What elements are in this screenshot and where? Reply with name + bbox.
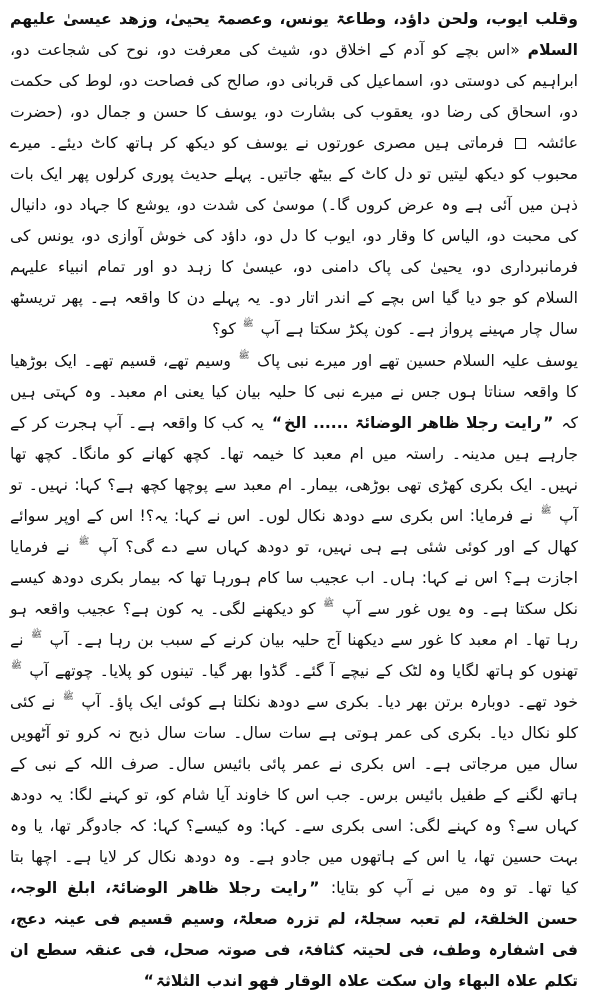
text-run: کو دیکھنے لگی۔ یہ کون ہے؟ عجیب واقعہ ہو رہا تھا۔ ام معبد کا غور سے دیکھنا آج حلیہ بیان کرنے کے سبب بن رہا ہے۔ آپ [10,600,578,649]
box-mark-icon [515,138,526,149]
text-run: نے تھنوں کو ہاتھ لگایا وہ لٹک کے نیچے آ گئے۔ گڈوا بھر گیا۔ تینوں کو پلایا۔ چوتھے آپ [10,631,578,680]
paragraph [10,346,578,997]
text-run: «اس بچے کو آدم کے اخلاق دو، شیث کی معرفت دو، نوح کی شجاعت دو، ابراہیم کی دوستی دو، اسماعیل کی قربانی دو، صالح کی فصاحت دو، لوط کی حکمت دو، اسحاق کی رضا دو، یعقوب کی بشارت دو، یوسف کا حسن و جمال دو، (حضرت عائشہ [10,41,578,152]
honorific-mark: ﷺ [323,599,335,609]
quote-mark: “ [271,414,283,432]
honorific-mark: ﷺ [242,319,254,329]
honorific-mark: ﷺ [62,692,74,702]
text-run: وسیم تھے، قسیم تھے۔ ایک بوڑھیا کا واقعہ سناتا ہوں جس نے میرے نبی کا حلیہ بیان کیا یعنی ام معبد۔ وہ کہتی ہیں کہ [10,352,578,432]
honorific-mark: ﷺ [540,506,552,516]
quote-mark: ” [309,879,320,897]
text-run: خود تھے۔ دوبارہ برتن بھر دیا۔ بکری سے دودھ نکلتا ہے کوئی ایک پاؤ۔ آپ [74,693,578,711]
text-run: نے کئی کلو نکال دیا۔ بکری کی عمر ہوتی ہے سات سال۔ سات سال ذبح نہ کرو تو آٹھویں سال میں مرجاتی ہے۔ اس بکری نے عمر پائی بائیس سال۔ صرف اللہ کے نبی کے ہاتھ لگنے کے طفیل بائیس برس۔ جب اس کا خاوند آیا شام کو، تو کہنے لگا: یہ دودھ کہاں سے؟ وہ کہنے لگی: اسی بکری سے۔ کہا: وہ کیسے؟ کہا: کہ جادوگر تھا، یا وہ بہت حسین تھا، یا اس کے ہاتھوں میں جادو ہے۔ وہ دودھ نکال کر لایا ہے۔ اچھا بتا کیا تھا۔ تو وہ میں نے آپ کو بتایا: [10,693,578,897]
arabic-quotation: رایت رجلا ظاھر الوضائۃ ...... الخ [284,414,542,432]
honorific-mark: ﷺ [31,630,42,640]
quote-mark: ” [543,414,554,432]
arabic-quotation: رایت رجلا ظاھر الوضائۃ، ابلغ الوجہ، حسن الخلقۃ، لم تعبہ سجلۃ، لم تزرہ صعلۃ، وسیم قسیم فی عینہ دعج، فی اشفارہ وطف، فی لحیتہ کثافۃ، فی صوتہ صحل، فی عنقہ سطع ان تکلم علاہ البھاء وان سکت علاہ الوقار فھو اندب الثلاثۃ [10,879,578,990]
text-run: یہ کب کا واقعہ ہے۔ آپ ہجرت کر کے جارہے ہیں مدینہ۔ راستہ میں ام معبد کا خیمہ تھا۔ کچھ کھانے کو مانگا۔ کچھ تھا نہیں۔ ایک بکری کھڑی تھی بوڑھی، بیمار۔ ام معبد سے پوچھا کچھ ہے؟ کہا: نہیں۔ تو آپ [10,414,578,525]
arabic-quotation: وقلب ایوب، ولحن داؤد، وطاعۃ یونس، وعصمۃ یحییٰ، وزھد عیسیٰ علیھم السلام [10,10,578,59]
article-body [10,4,578,997]
text-run: نے فرمایا اجازت ہے؟ اس نے کہا: ہاں۔ اب عجیب سا کام ہورہا تھا کہ بیمار بکری دودھ کیسے نکل سکتا ہے۔ وہ یوں غور سے آپ [10,538,578,618]
honorific-mark: ﷺ [78,537,90,547]
quote-mark: “ [143,972,154,990]
text-run: کو؟ [212,320,242,338]
honorific-mark: ﷺ [11,661,22,671]
text-run: یوسف علیہ السلام حسین تھے اور میرے نبی پاک [250,352,578,370]
text-run: فرماتی ہیں مصری عورتوں نے یوسف کو دیکھ کر ہاتھ کاٹ دیئے۔ میرے محبوب کو دیکھ لیتیں تو دل کاٹ کے بیٹھ جاتیں۔ پہلے حدیث پوری کرلوں پھر ایک بات ذہن میں آئی ہے وہ عرض کروں گا۔) موسیٰ کی شدت دو، یوشع کا جہاد دو، دانیال کی محبت دو، الیاس کا وقار دو، ایوب کا دل دو، داؤد کی خوش آوازی دو، یونس کی فرمانبرداری دو، یحییٰ کی پاک دامنی دو، عیسیٰ کا زہد دو اور تمام انبیاء علیہم السلام کو جو دیا گیا اس بچے کے اندر اتار دو۔ یہ پہلے دن کا واقعہ ہے۔ پھر تریسٹھ سال چار مہینے پرواز ہے۔ کون پکڑ سکتا ہے آپ [10,134,578,338]
paragraph [10,4,578,345]
honorific-mark: ﷺ [238,351,250,361]
text-run: نے فرمایا: اس بکری سے دودھ نکال لوں۔ اس نے کہا: یہ؟! اس کے اوپر سوائے کھال کے اور کوئی شئی ہے ہی نہیں، تو دودھ کہاں سے دے گی؟ آپ [10,507,578,556]
